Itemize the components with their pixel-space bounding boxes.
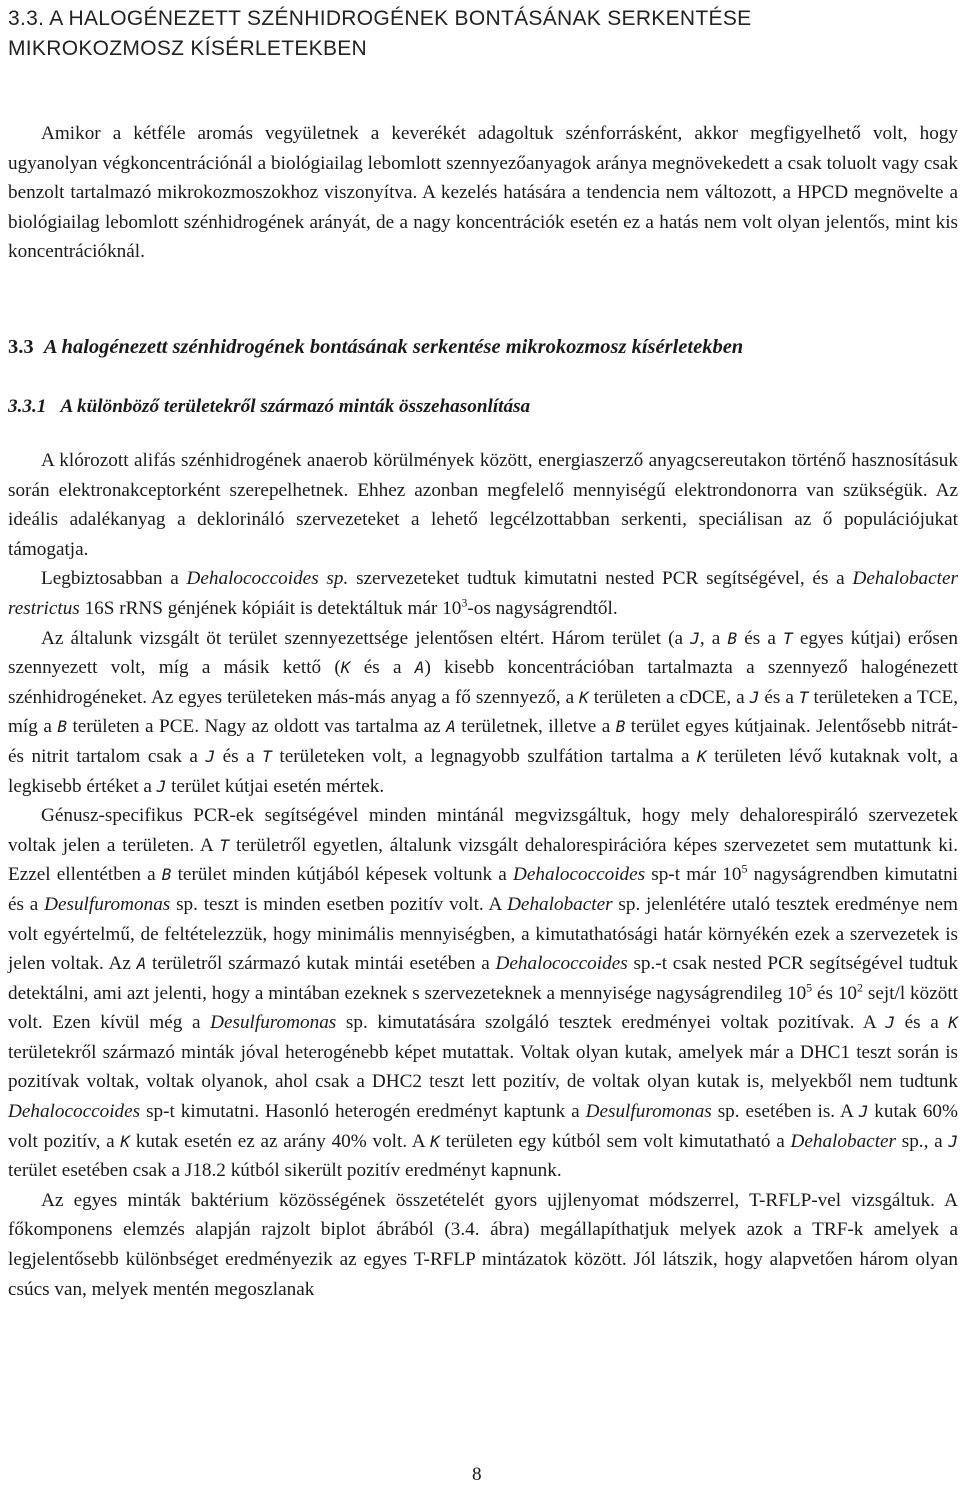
text: területen a cDCE, a [588,686,750,708]
text: sp-t kimutatni. Hasonló heterogén eredményt kaptunk a [140,1101,586,1123]
subsection-title: A különböző területekről származó minták összehasonlítása [60,396,531,417]
intro-sentence-2: A kezelés hatására a tendencia nem változott, a HPCD megnövelte a biológiailag lebomlott szénhidrogének arányát, de a nagy koncentrációk esetén ez a hatás nem volt olyan jelentős, mint kis koncentrációknál. [8,182,958,263]
text: területnek, illetve a [455,716,616,738]
text: terület kútjai esetén mértek. [166,775,385,797]
running-header [8,4,948,64]
organism-name: Dehalobacter restrictus [8,568,958,619]
organism-name: Dehalococcoides [8,1101,141,1123]
text: sp. jelenlétére utaló tesztek eredménye nem volt egyértelmű, de feltételezzük, hogy minimális mennyiségben, a kimutathatósági határ környékén ezek a szervezetek is jelen voltak. Az [8,893,958,975]
text: egyes kútjai) erősen szennyezett volt, míg a másik kettő ( [8,627,958,679]
site-code: A [446,717,456,737]
paragraph-1-text: A klórozott alifás szénhidrogének anaerob körülmények között, energiaszerző anyagcsereutakon történő hasznosításuk során elektronakceptorként szerepelhetnek. Ehhez azonban megfelelő mennyiségű elektrondonorra van szükségük. Az ideális adalékanyag a deklorináló szervezeteket a lehető legcélzottabban serkenti, speciálisan az ő populációjukat támogatja. [8,450,958,560]
site-code: B [615,717,626,737]
text: területen a PCE. Nagy az oldott vas tartalma az [66,716,447,738]
body-text [8,446,958,1304]
exponent: 5 [741,861,748,876]
intro-paragraph [8,119,958,267]
intro-sentence-1: Amikor a kétféle aromás vegyületnek a keverékét adagoltuk szénforrásként, akkor megfigyelhető volt, hogy ugyanolyan végkoncentrációnál a biológiailag lebomlott szennyezőanyagok aránya megnövekedett a csak toluolt vagy csak benzolt tartalmazó mikrokozmoszokhoz viszonyítva. [8,123,958,204]
text: Legbiztosabban a [41,568,187,590]
text: területről egyetlen, általunk vizsgált dehalorespirációra képes szervezetet sem mutattunk ki. Ezzel ellentétben a [8,834,958,886]
site-code: T [219,835,230,855]
subsection-number: 3.3.1 [8,396,47,417]
subsection-heading [8,396,530,418]
paragraph-3 [8,624,958,802]
paragraph-5-text: Az egyes minták baktérium közösségének összetételét gyors ujjlenyomat módszerrel, T-RFLP-vel vizsgáltuk. A főkomponens elemzés alapján rajzolt biplot ábrából (3.4. ábra) megállapíthatjuk melyek azok a TRF-k amelyek a legjelentősebb különbséget eredményezik az egyes T-RFLP mintázatok között. Jól látszik, hogy alapvetően három olyan csúcs van, melyek mentén megoszlanak [8,1189,958,1300]
text: kutak esetén ez az arány 40% volt. A [130,1130,431,1152]
text: és a [350,657,415,679]
text: Génusz-specifikus PCR-ek segítségével minden mintánál megvizsgáltuk, hogy mely dehalorespiráló szervezetek voltak jelen a területen. A [8,805,958,856]
site-code: T [798,687,809,707]
site-code: B [161,865,172,885]
text: és a [215,745,263,767]
site-code: K [430,1131,440,1151]
site-code: K [948,1013,958,1033]
text: területről származó kutak mintái esetében a [146,953,496,975]
organism-name: Desulfuromonas [210,1012,337,1034]
organism-name: Desulfuromonas [44,893,171,915]
site-code: B [727,628,738,648]
paragraph-5 [8,1186,958,1304]
text: szervezeteket tudtuk kimutatni nested PCR segítségével, és a [348,568,853,590]
text: 16S rRNS génjének kópiáit is detektáltuk már 10 [79,597,462,619]
paragraph-4 [8,801,958,1186]
text: sejt/l között volt. Ezen kívül még a [8,982,958,1034]
text: területekről származó minták jóval heterogénebb képet mutattak. Voltak olyan kutak, amelyek már a DHC1 teszt során is pozitívak voltak, voltak olyanok, ahol csak a DHC2 teszt lett pozitív, de voltak olyan kutak is, melyekből nem tudtunk [8,1041,958,1093]
exponent: 2 [857,980,864,995]
paragraph-2 [8,564,958,623]
text: területeken volt, a legnagyobb szulfátion tartalma a [271,745,698,767]
site-code: K [120,1131,131,1151]
running-header-line-2: MIKROKOZMOSZ KÍSÉRLETEKBEN [8,37,368,60]
text: és 10 [812,982,858,1004]
text: területen lévő kutaknak volt, a legkisebb értéket a [8,745,958,797]
site-code: J [858,1102,869,1122]
site-code: K [697,746,707,766]
organism-name: Dehalobacter [507,893,613,915]
running-header-line-1: 3.3. A HALOGÉNEZETT SZÉNHIDROGÉNEK BONTÁSÁNAK SERKENTÉSE [8,7,752,30]
paragraph-1 [8,446,958,564]
exponent: 3 [461,595,468,610]
text: terület esetében csak a J18.2 kútból sikerült pozitív eredményt kapnunk. [8,1160,562,1182]
site-code: J [948,1131,958,1151]
text: sp., a [896,1130,949,1152]
site-code: T [262,746,272,766]
text: és a [759,686,799,708]
text: -os nagyságrendtől. [467,597,618,619]
text: nagyságrendben kimutatni és a [8,864,959,915]
section-title: A halogénezett szénhidrogének bontásának serkentése mikrokozmosz kísérletekben [43,336,744,358]
organism-name: Desulfuromonas [585,1101,712,1123]
text: terület minden kútjából képesek voltunk a [171,864,513,886]
text: területen egy kútból sem volt kimutatható a [439,1130,791,1152]
site-code: K [579,687,589,707]
text: Az általunk vizsgált öt terület szennyezettsége jelentősen eltért. Három terület (a [41,627,691,649]
site-code: J [749,687,760,707]
site-code: J [156,776,167,796]
text: sp-t már 10 [645,864,742,886]
site-code: J [885,1013,895,1033]
site-code: J [690,628,700,648]
text: és a [894,1012,949,1034]
text: sp.-t csak nested PCR segítségével tudtuk detektálni, ami azt jelenti, hogy a mintában ezeknek s szervezeteknek a mennyisége nagyságrendileg 10 [8,953,958,1004]
section-heading [8,336,743,359]
text: és a [737,627,784,649]
page-number: 8 [472,1464,482,1485]
section-number: 3.3 [8,336,34,358]
site-code: A [136,954,147,974]
text: területeken a TCE, míg a [8,686,959,738]
site-code: B [57,717,67,737]
site-code: T [783,628,793,648]
organism-name: Dehalococcoides sp. [186,568,349,590]
text: ) kisebb koncentrációban tartalmazta a szennyező halogénezett szénhidrogéneket. Az egyes területeken más-más anyag a fő szennyező, a [8,657,959,708]
text: terület egyes kútjainak. Jelentősebb nitrát- és nitrit tartalom csak a [8,716,958,767]
site-code: A [414,658,425,678]
text: kutak 60% volt pozitív, a [8,1101,958,1152]
site-code: J [205,746,216,766]
organism-name: Dehalococcoides [495,953,628,975]
text: , a [699,627,728,649]
text: sp. teszt is minden esetben pozitív volt. A [170,893,508,915]
site-code: K [340,658,351,678]
organism-name: Dehalobacter [790,1130,897,1152]
exponent: 5 [806,980,813,995]
text: sp. kimutatására szolgáló tesztek eredményei voltak pozitívak. A [336,1012,886,1034]
organism-name: Dehalococcoides [513,864,646,886]
text: sp. esetében is. A [711,1101,859,1123]
